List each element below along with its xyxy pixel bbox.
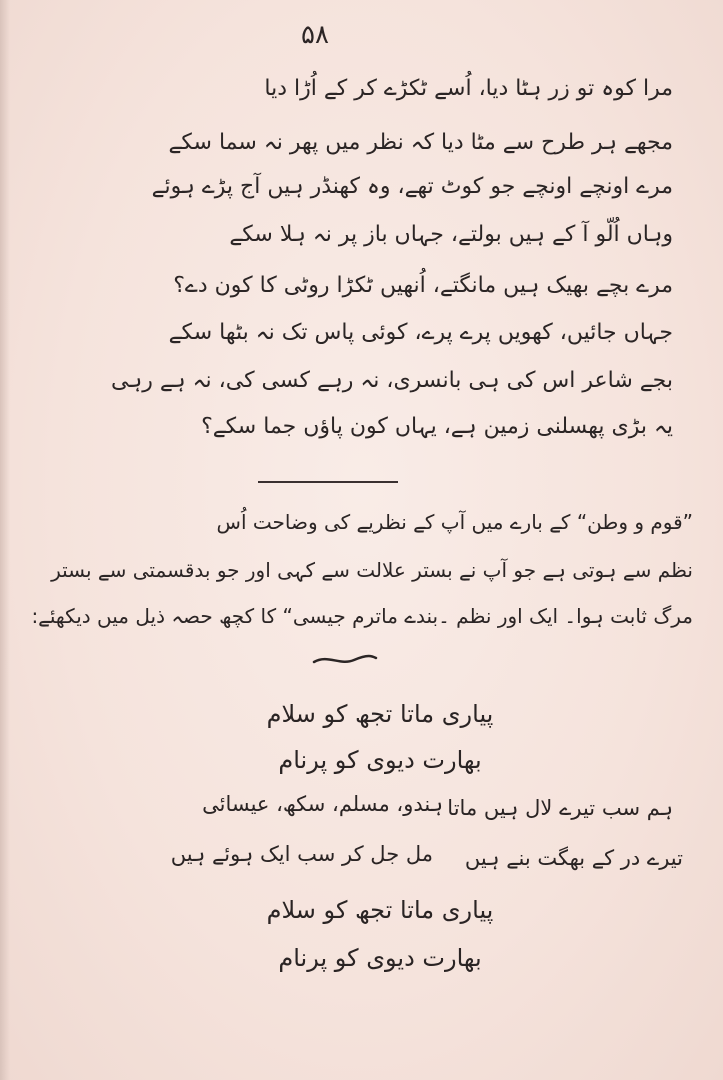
paragraph-line: مرگ ثابت ہوا۔ ایک اور نظم ۔بندے ماترم جیسی“ کا کچھ حصہ ذیل میں دیکھئے: bbox=[31, 604, 693, 628]
poem-line: مرا کوہ تو زر ہٹا دیا، اُسے ٹکڑے کر کے اُڑا دیا bbox=[264, 76, 673, 101]
poem-line: مرے بچے بھیک ہیں مانگتے، اُنھیں ٹکڑا روٹی کا کون دے؟ bbox=[173, 273, 673, 298]
poem-line: بجے شاعر اس کی ہی بانسری، نہ رہے کسی کی، نہ ہے رہی bbox=[111, 368, 673, 393]
verse-line: ہم سب تیرے لال ہیں ماتا bbox=[447, 796, 673, 820]
page-number: ۵۸ bbox=[301, 20, 329, 50]
poem-line: جہاں جائیں، کھویں پرے پرے، کوئی پاس تک نہ بٹھا سکے bbox=[168, 320, 673, 345]
poem-line: مرے اونچے اونچے جو کوٹ تھے، وہ کھنڈر ہیں آج پڑے ہوئے bbox=[151, 174, 673, 199]
refrain-line: بھارت دیوی کو پرنام bbox=[278, 944, 482, 972]
verse-line: مل جل کر سب ایک ہوئے ہیں bbox=[170, 842, 433, 866]
poem-line: یہ بڑی پھسلنی زمین ہے، یہاں کون پاؤں جما سکے؟ bbox=[201, 414, 673, 439]
page-edge-shadow bbox=[0, 0, 10, 1080]
refrain-line: پیاری ماتا تجھ کو سلام bbox=[266, 700, 494, 728]
flourish-ornament bbox=[310, 650, 380, 670]
poem-line: وہاں اُلّو آ کے ہیں بولتے، جہاں باز پر نہ ہلا سکے bbox=[229, 222, 673, 247]
refrain-line: پیاری ماتا تجھ کو سلام bbox=[266, 896, 494, 924]
paragraph-line: نظم سے ہوتی ہے جو آپ نے بستر علالت سے کہی اور جو بدقسمتی سے بستر bbox=[51, 558, 693, 582]
verse-line: تیرے در کے بھگت بنے ہیں bbox=[464, 846, 683, 870]
refrain-line: بھارت دیوی کو پرنام bbox=[278, 746, 482, 774]
poem-line: مجھے ہر طرح سے مٹا دیا کہ نظر میں پھر نہ سما سکے bbox=[168, 130, 673, 155]
section-divider bbox=[258, 481, 398, 483]
verse-line: ہندو، مسلم، سکھ، عیسائی bbox=[202, 792, 443, 816]
paragraph-line: ”قوم و وطن“ کے بارے میں آپ کے نظریے کی وضاحت اُس bbox=[216, 510, 693, 534]
